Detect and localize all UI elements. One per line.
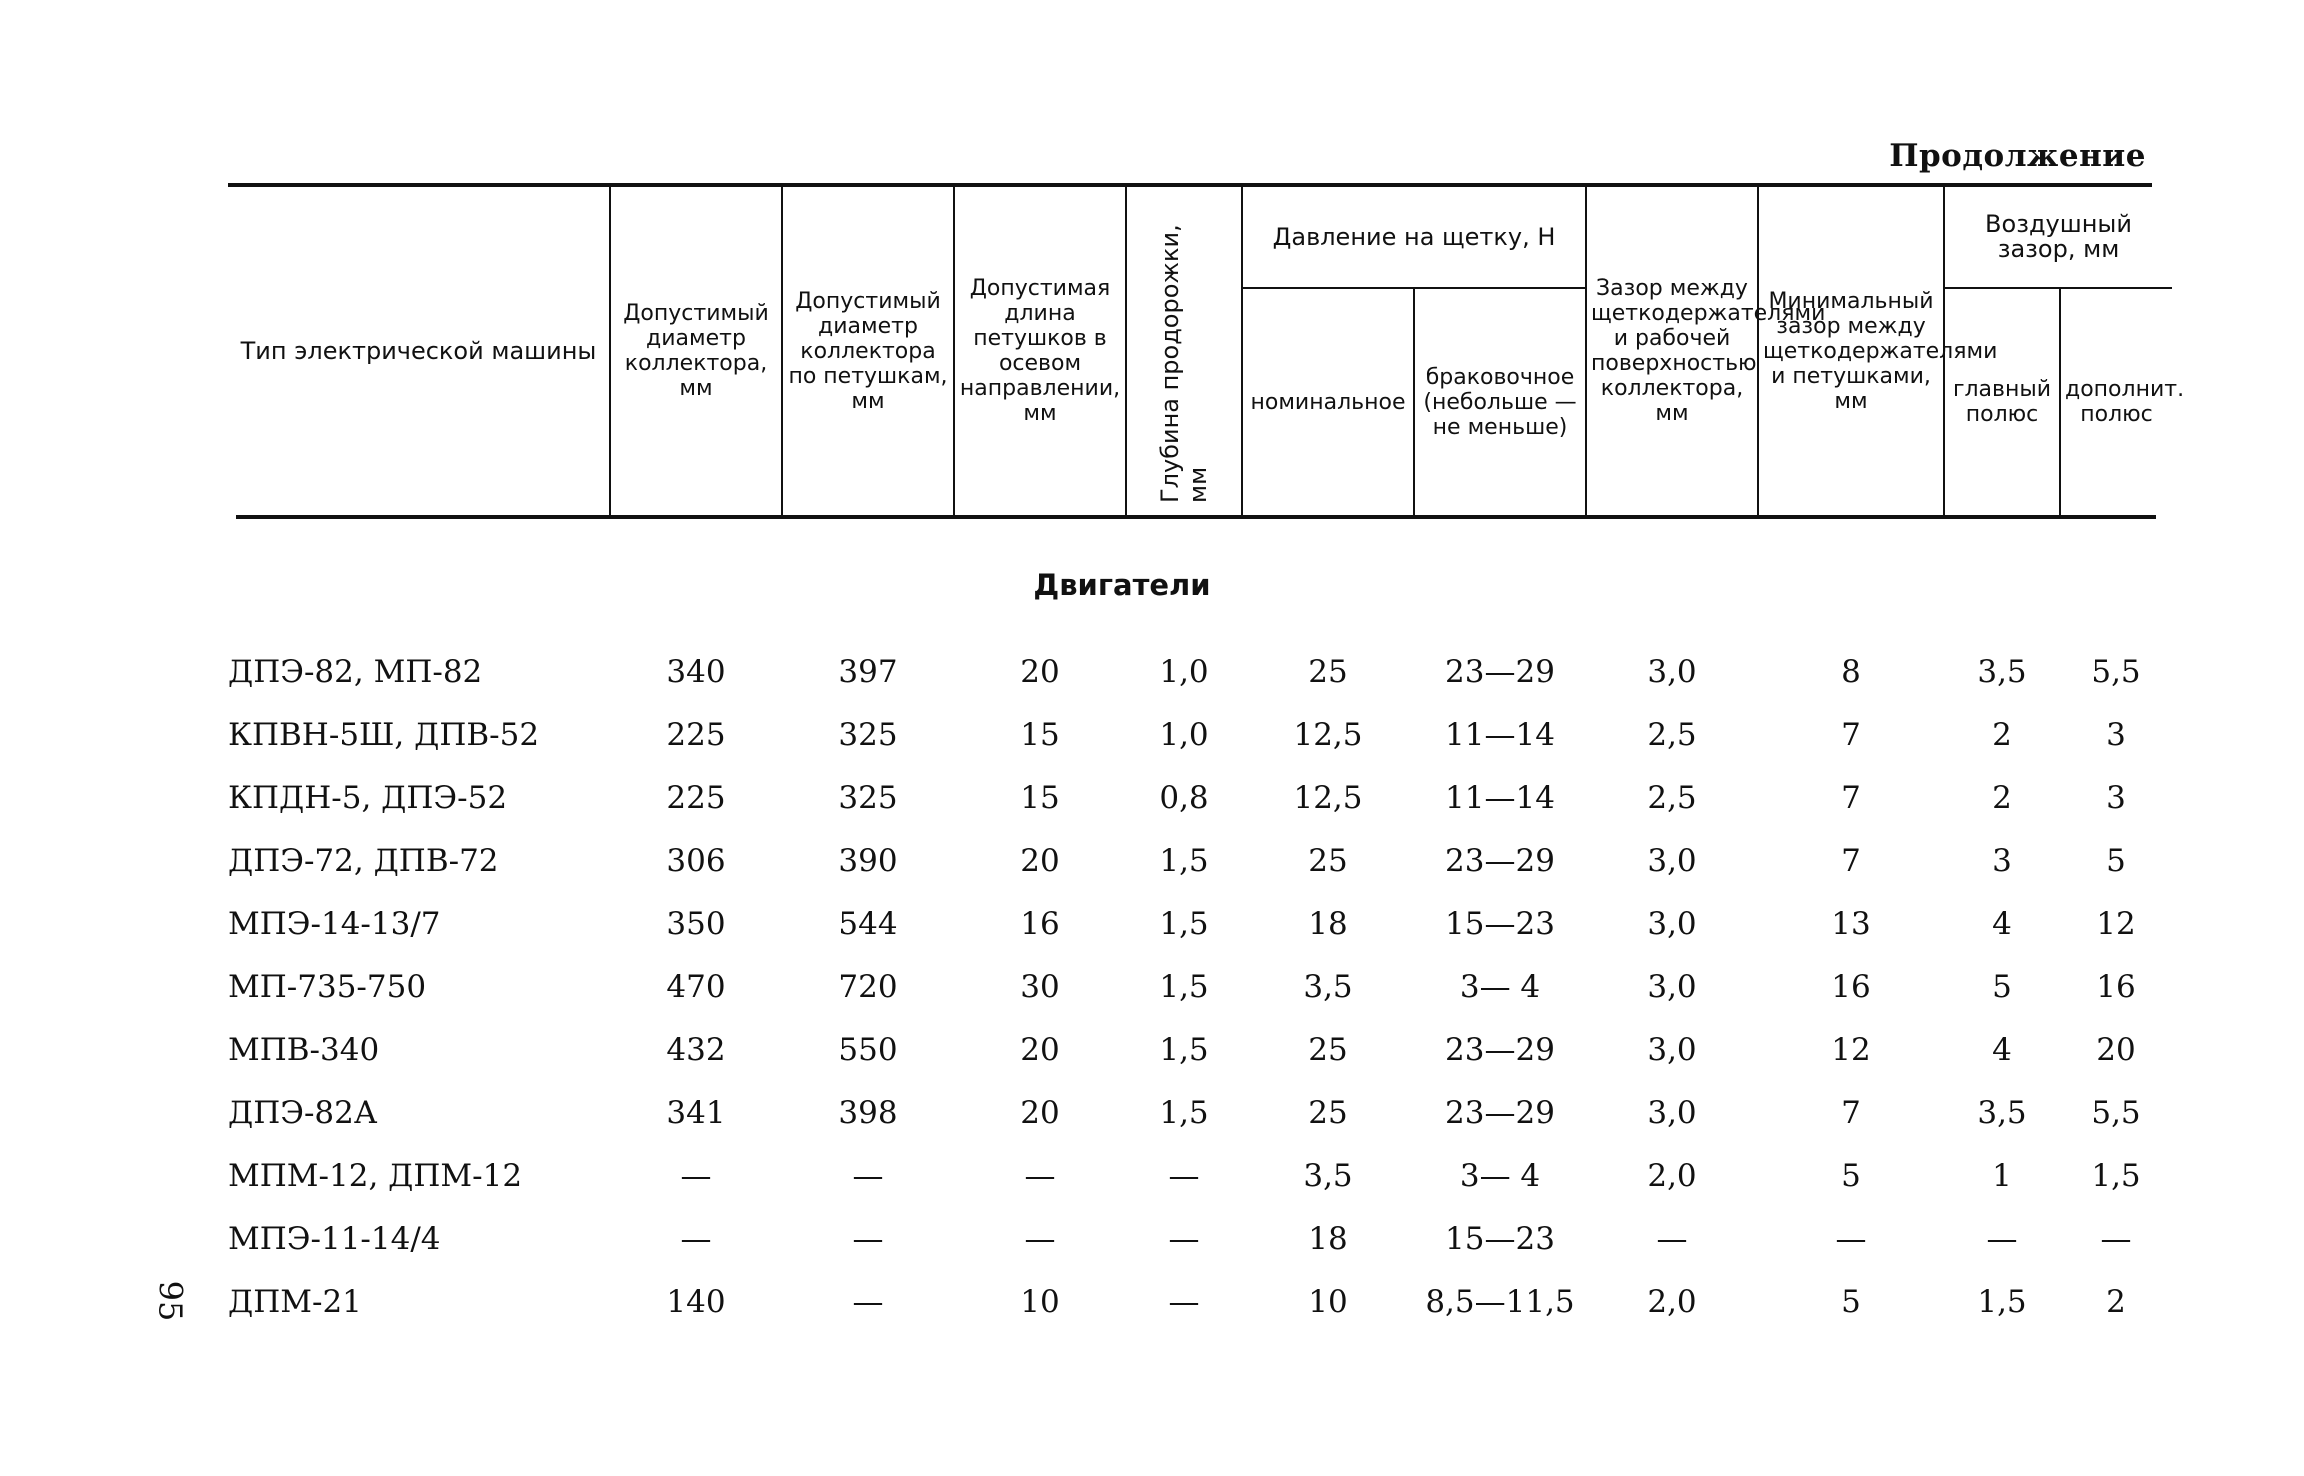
- header-gap-surface: Зазор между щеткодержателями и рабочей поверхностью коллектора, мм: [1586, 187, 1758, 515]
- header-aux-pole: дополнит. полюс: [2060, 288, 2172, 515]
- machine-type-cell: ДПЭ-82А: [228, 1094, 378, 1131]
- table-cell: 11—14: [1445, 779, 1555, 816]
- table-cell: —: [852, 1220, 884, 1257]
- header-air-gap-group: Воздушный зазор, мм: [1944, 187, 2172, 288]
- header-groove-depth-text: Глубина продорожки, мм: [1156, 224, 1212, 503]
- table-cell: 325: [838, 779, 898, 816]
- table-cell: —: [1168, 1220, 1200, 1257]
- table-cell: 2,5: [1647, 716, 1697, 753]
- table-cell: —: [1024, 1157, 1056, 1194]
- table-cell: 25: [1308, 1094, 1348, 1131]
- table-cell: 1,5: [1159, 842, 1209, 879]
- table-cell: 1,0: [1159, 716, 1209, 753]
- table-cell: 20: [1020, 1094, 1060, 1131]
- table-cell: 25: [1308, 1031, 1348, 1068]
- table-row: [228, 1081, 2172, 1144]
- table-row: [228, 1207, 2172, 1270]
- page-number: 95: [151, 1280, 190, 1322]
- table-cell: 7: [1841, 716, 1861, 753]
- table-header: [228, 187, 2185, 515]
- table-cell: 2: [2106, 1283, 2126, 1320]
- table-cell: 0,8: [1159, 779, 1209, 816]
- table-cell: 1,5: [1159, 1031, 1209, 1068]
- table-cell: 1,5: [1977, 1283, 2027, 1320]
- table-cell: 550: [838, 1031, 898, 1068]
- table-cell: 5: [1992, 968, 2012, 1005]
- table-cell: 398: [838, 1094, 898, 1131]
- table-cell: 5: [2106, 842, 2126, 879]
- table-cell: 225: [666, 779, 726, 816]
- table-cell: 4: [1992, 905, 2012, 942]
- table-cell: 3,5: [1977, 653, 2027, 690]
- table-cell: —: [680, 1220, 712, 1257]
- table-cell: 1,5: [2091, 1157, 2141, 1194]
- table-cell: 3: [2106, 716, 2126, 753]
- table-cell: 3— 4: [1459, 1157, 1541, 1194]
- table-row: [228, 955, 2172, 1018]
- table-cell: 23—29: [1445, 842, 1555, 879]
- table-cell: 20: [1020, 653, 1060, 690]
- table-cell: —: [852, 1157, 884, 1194]
- header-groove-depth: [1126, 187, 1242, 515]
- table-cell: 2: [1992, 779, 2012, 816]
- header-cock-length: Допустимая длина петушков в осевом направлении, мм: [954, 187, 1126, 515]
- table-cell: 390: [838, 842, 898, 879]
- table-cell: 16: [2096, 968, 2136, 1005]
- table-cell: 1,5: [1159, 968, 1209, 1005]
- table-cell: 23—29: [1445, 1094, 1555, 1131]
- header-gap-cocks: Минимальный зазор между щеткодержателями и петушками, мм: [1758, 187, 1944, 515]
- machine-type-cell: МПМ-12, ДПМ-12: [228, 1157, 523, 1194]
- table-cell: 15: [1020, 716, 1060, 753]
- table-cell: 3,0: [1647, 1094, 1697, 1131]
- header-main-pole: главный полюс: [1944, 288, 2060, 515]
- table-cell: —: [2100, 1220, 2132, 1257]
- table-row: [228, 703, 2172, 766]
- table-cell: 18: [1308, 1220, 1348, 1257]
- table-cell: 3— 4: [1459, 968, 1541, 1005]
- machine-type-cell: ДПЭ-72, ДПВ-72: [228, 842, 499, 879]
- table-row: [228, 1270, 2172, 1333]
- table-cell: 25: [1308, 653, 1348, 690]
- table-cell: 340: [666, 653, 726, 690]
- table-cell: 20: [1020, 842, 1060, 879]
- table-cell: 2,0: [1647, 1283, 1697, 1320]
- table-row: [228, 892, 2172, 955]
- table-cell: 5,5: [2091, 653, 2141, 690]
- header-nominal: номинальное: [1242, 288, 1414, 515]
- table-cell: 16: [1020, 905, 1060, 942]
- table-cell: 12,5: [1293, 716, 1363, 753]
- machine-type-cell: ДПЭ-82, МП-82: [228, 653, 483, 690]
- table-cell: 470: [666, 968, 726, 1005]
- table-cell: 3,0: [1647, 842, 1697, 879]
- table-cell: 3,5: [1303, 968, 1353, 1005]
- header-pressure-group: Давление на щетку, Н: [1242, 187, 1586, 288]
- table-cell: 23—29: [1445, 653, 1555, 690]
- table-cell: 20: [2096, 1031, 2136, 1068]
- table-cell: 2: [1992, 716, 2012, 753]
- table-cell: 3,5: [1303, 1157, 1353, 1194]
- table-cell: —: [1168, 1283, 1200, 1320]
- machine-type-cell: КПВН-5Ш, ДПВ-52: [228, 716, 540, 753]
- table-cell: 3,5: [1977, 1094, 2027, 1131]
- table-cell: 544: [838, 905, 898, 942]
- table-row: [228, 1018, 2172, 1081]
- table-cell: 25: [1308, 842, 1348, 879]
- table-cell: 3,0: [1647, 653, 1697, 690]
- header-type: Тип электрической машины: [240, 337, 597, 365]
- table-cell: 306: [666, 842, 726, 879]
- table-cell: 10: [1308, 1283, 1348, 1320]
- table-cell: 4: [1992, 1031, 2012, 1068]
- table-cell: 8: [1841, 653, 1861, 690]
- machine-type-cell: ДПМ-21: [228, 1283, 362, 1320]
- table-cell: 325: [838, 716, 898, 753]
- table-cell: 1,0: [1159, 653, 1209, 690]
- table-cell: 15—23: [1445, 1220, 1555, 1257]
- table-cell: 2,0: [1647, 1157, 1697, 1194]
- table-cell: —: [852, 1283, 884, 1320]
- table-cell: 15—23: [1445, 905, 1555, 942]
- table-cell: 7: [1841, 779, 1861, 816]
- table-cell: —: [1168, 1157, 1200, 1194]
- header-reject: браковочное (небольше — не меньше): [1414, 288, 1586, 515]
- table-cell: 12: [2096, 905, 2136, 942]
- table-cell: —: [1835, 1220, 1867, 1257]
- table-row: [228, 829, 2172, 892]
- table-cell: 23—29: [1445, 1031, 1555, 1068]
- table-cell: 225: [666, 716, 726, 753]
- table-cell: 1: [1992, 1157, 2012, 1194]
- section-title-text: Двигатели: [1033, 568, 1211, 602]
- table-cell: 432: [666, 1031, 726, 1068]
- machine-type-cell: КПДН-5, ДПЭ-52: [228, 779, 508, 816]
- table-cell: 5: [1841, 1283, 1861, 1320]
- table-cell: —: [680, 1157, 712, 1194]
- table-header-bottom-rule: [236, 515, 2156, 519]
- table-cell: 12: [1831, 1031, 1871, 1068]
- table-body: [228, 640, 2172, 1333]
- table-cell: —: [1024, 1220, 1056, 1257]
- table-cell: 18: [1308, 905, 1348, 942]
- machine-type-cell: МПВ-340: [228, 1031, 380, 1068]
- table-cell: 3: [2106, 779, 2126, 816]
- table-cell: 720: [838, 968, 898, 1005]
- table-row: [228, 640, 2172, 703]
- table-cell: 11—14: [1445, 716, 1555, 753]
- table-cell: 20: [1020, 1031, 1060, 1068]
- section-title: [0, 568, 2304, 602]
- table-cell: 12,5: [1293, 779, 1363, 816]
- table-cell: 350: [666, 905, 726, 942]
- continuation-label: Продолжение: [1889, 138, 2146, 174]
- table-cell: 15: [1020, 779, 1060, 816]
- table-cell: 5,5: [2091, 1094, 2141, 1131]
- table-cell: 30: [1020, 968, 1060, 1005]
- table-cell: 7: [1841, 1094, 1861, 1131]
- table-cell: 10: [1020, 1283, 1060, 1320]
- table-cell: 3,0: [1647, 1031, 1697, 1068]
- table-cell: 3,0: [1647, 905, 1697, 942]
- machine-type-cell: МПЭ-11-14/4: [228, 1220, 441, 1257]
- table-row: [228, 1144, 2172, 1207]
- table-cell: 3: [1992, 842, 2012, 879]
- table-cell: 1,5: [1159, 1094, 1209, 1131]
- table-row: [228, 766, 2172, 829]
- table-cell: 2,5: [1647, 779, 1697, 816]
- machine-type-cell: МПЭ-14-13/7: [228, 905, 441, 942]
- table-cell: 16: [1831, 968, 1871, 1005]
- table-cell: 1,5: [1159, 905, 1209, 942]
- table-cell: 140: [666, 1283, 726, 1320]
- table-cell: —: [1656, 1220, 1688, 1257]
- header-diameter-cocks: Допустимый диаметр коллектора по петушкам, мм: [782, 187, 954, 515]
- header-diameter-collector: Допустимый диаметр коллектора, мм: [610, 187, 782, 515]
- table-cell: 8,5—11,5: [1425, 1283, 1575, 1320]
- table-cell: 397: [838, 653, 898, 690]
- table-cell: —: [1986, 1220, 2018, 1257]
- table-cell: 3,0: [1647, 968, 1697, 1005]
- table-cell: 341: [666, 1094, 726, 1131]
- table-cell: 7: [1841, 842, 1861, 879]
- machine-type-cell: МП-735-750: [228, 968, 427, 1005]
- table-cell: 5: [1841, 1157, 1861, 1194]
- table-cell: 13: [1831, 905, 1871, 942]
